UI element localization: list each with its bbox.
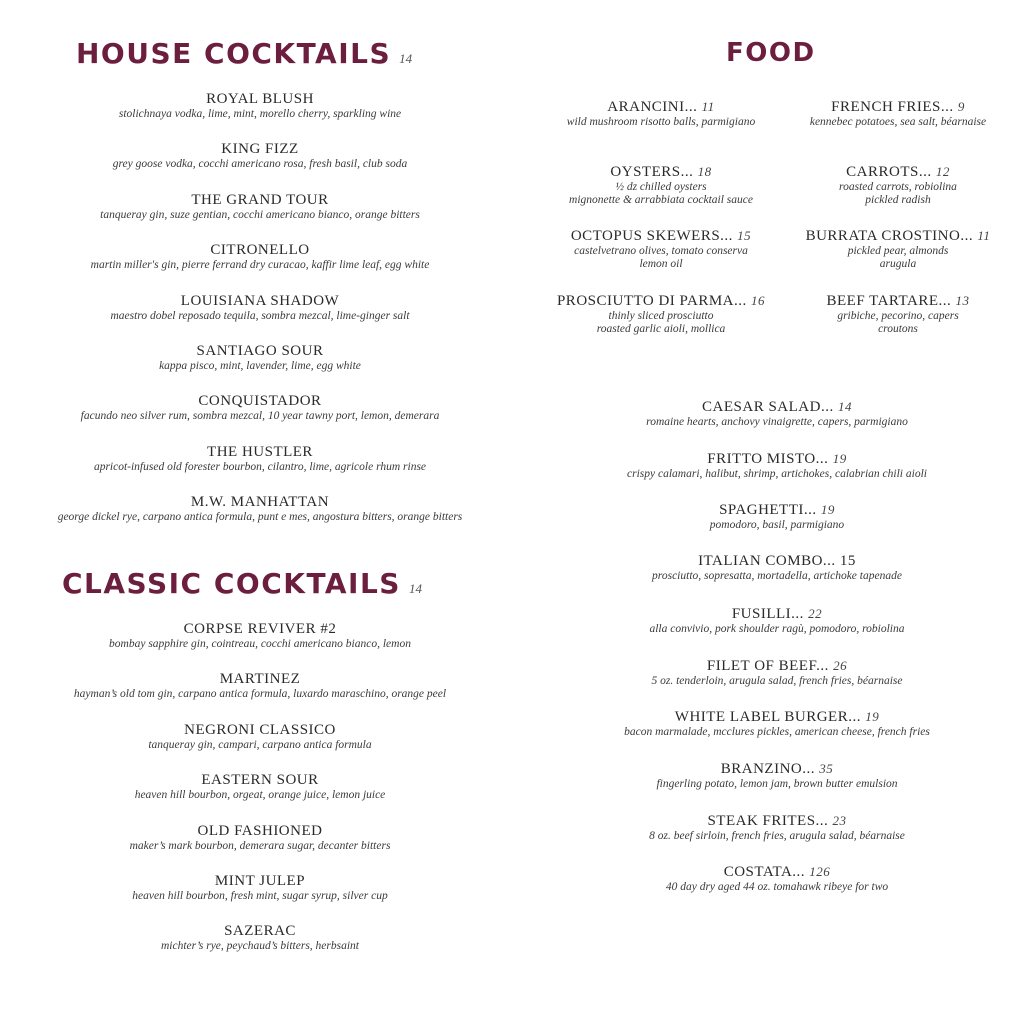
dish-price: 9 [957,99,965,114]
cocktail-description: tanqueray gin, suze gentian, cocchi americano bianco, orange bitters [100,208,420,221]
cocktail-name: OLD FASHIONED [197,822,323,839]
cocktail-description: heaven hill bourbon, fresh mint, sugar syrup, silver cup [132,890,388,902]
classic-cocktails-title: CLASSIC COCKTAILS [62,567,401,600]
cocktail-description: heaven hill bourbon, orgeat, orange juice, lemon juice [134,789,386,802]
dish-description: thinly sliced prosciutto [608,309,714,322]
dish-name-text: FRITTO MISTO... [707,450,829,467]
cocktail-name: KING FIZZ [221,141,299,158]
house-cocktails-title: HOUSE COCKTAILS [76,37,392,70]
dish-price: 16 [751,292,766,308]
dish-price: 11 [977,228,991,243]
dish-price: 14 [837,399,852,414]
food-heading [726,40,816,66]
dish-price: 13 [955,292,970,308]
small-plate-item [778,163,1018,207]
main-dish-item [547,708,1007,739]
cocktail-item [20,293,500,323]
dish-name-text: CARROTS... [846,163,932,180]
cocktail-item [20,873,500,903]
cocktail-description: tanqueray gin, campari, carpano antica formula [148,738,372,751]
dish-description: castelvetrano olives, tomato conserva [574,245,748,257]
small-plate-item [541,292,781,336]
cocktail-item [20,923,500,953]
dish-name [778,227,1018,245]
cocktail-name: MINT JULEP [214,873,306,889]
dish-description: mignonette & arrabbiata cocktail sauce [569,193,753,206]
cocktail-name: ROYAL BLUSH [206,91,314,107]
dish-name-text: SPAGHETTI... [719,502,817,519]
dish-name [547,605,1007,623]
small-plate-item [541,163,781,207]
dish-name-text: ITALIAN COMBO... 15 [698,553,856,570]
dish-price: 19 [832,450,847,466]
small-plate-item [778,292,1018,336]
dish-name [547,863,1007,881]
dish-name [547,708,1007,726]
dish-description: wild mushroom risotto balls, parmigiano [566,116,756,128]
main-dish-item [547,553,1007,583]
cocktail-name: SAZERAC [224,923,296,940]
main-dish-item [547,501,1007,532]
dish-price: 19 [820,502,835,518]
main-dish-item [547,657,1007,688]
dish-description: kennebec potatoes, sea salt, béarnaise [809,116,987,128]
cocktail-item [20,494,500,524]
small-plate-item [778,98,1018,129]
dish-name-text: ARANCINI... [607,99,698,115]
cocktail-name: CITRONELLO [210,242,310,259]
dish-price: 12 [935,163,950,179]
dish-description: gribiche, pecorino, capers [837,309,959,322]
small-plate-item [778,227,1018,271]
main-dish-item [547,760,1007,791]
cocktail-description: facundo neo silver rum, sombra mezcal, 10 year tawny port, lemon, demerara [80,410,440,423]
cocktail-description: michter’s rye, peychaud’s bitters, herbsaint [160,940,360,953]
cocktail-description: maker’s mark bourbon, demerara sugar, decanter bitters [129,839,391,852]
cocktail-name: SANTIAGO SOUR [196,343,324,359]
cocktail-description: maestro dobel reposado tequila, sombra mezcal, lime-ginger salt [110,309,410,322]
dish-name-text: OCTOPUS SKEWERS... [570,228,733,244]
cocktail-description: hayman’s old tom gin, carpano antica formula, luxardo maraschino, orange peel [73,688,447,701]
dish-name [541,98,781,116]
food-title: FOOD [726,38,816,68]
dish-description: pomodoro, basil, parmigiano [709,519,845,532]
cocktail-item [20,192,500,222]
dish-description: lemon oil [639,258,683,270]
dish-name-text: CAESAR SALAD... [702,399,834,415]
cocktail-name: CONQUISTADOR [198,393,322,410]
dish-price: 19 [865,709,880,725]
cocktail-description: apricot-infused old forester bourbon, cilantro, lime, agricole rhum rinse [93,460,427,473]
dish-name-text: BRANZINO... [720,760,815,777]
dish-price: 35 [819,760,834,776]
dish-name-text: FRENCH FRIES... [831,99,954,115]
cocktail-item [20,91,500,121]
cocktail-item [20,343,500,373]
dish-name [547,501,1007,519]
dish-description: roasted garlic aioli, mollica [596,322,726,335]
dish-description: pickled radish [865,193,931,206]
cocktail-name: NEGRONI CLASSICO [184,721,336,738]
dish-name [547,760,1007,778]
dish-price: 11 [701,99,715,114]
cocktail-name: THE GRAND TOUR [191,191,329,208]
dish-name-text: COSTATA... [723,864,806,881]
dish-description: 5 oz. tenderloin, arugula salad, french fries, béarnaise [651,674,903,687]
main-dish-item [547,398,1007,429]
dish-description: prosciutto, sopresatta, mortadella, artichoke tapenade [652,570,902,583]
dish-name-text: FUSILLI... [731,605,804,622]
dish-name [547,812,1007,830]
dish-name [778,98,1018,116]
dish-name-text: BEEF TARTARE... [826,292,952,309]
cocktail-item [20,722,500,752]
dish-description: alla convivio, pork shoulder ragù, pomodoro, robiolina [649,622,905,635]
dish-description: 40 day dry aged 44 oz. tomahawk ribeye for two [665,881,889,894]
cocktail-item [20,621,500,651]
cocktail-item [20,671,500,701]
cocktail-item [20,141,500,171]
cocktail-name: MARTINEZ [219,671,301,688]
dish-description: roasted carrots, robiolina [839,180,957,193]
cocktail-item [20,823,500,853]
dish-name-text: FILET OF BEEF... [706,657,829,674]
dish-name-text: STEAK FRITES... [707,812,829,829]
main-dish-item [547,605,1007,636]
dish-price: 22 [808,605,823,621]
dish-price: 23 [832,812,847,828]
small-plate-item [541,98,781,129]
dish-name [778,292,1018,310]
cocktail-description: bombay sapphire gin, cointreau, cocchi americano bianco, lemon [109,638,411,650]
cocktail-item [20,444,500,474]
house-cocktails-price: 14 [399,51,413,66]
dish-description: pickled pear, almonds [847,245,949,257]
cocktail-description: george dickel rye, carpano antica formula, punt e mes, angostura bitters, orange bitters [57,511,463,524]
cocktail-item [20,772,500,802]
cocktail-name: M.W. MANHATTAN [190,494,330,511]
dish-description: fingerling potato, lemon jam, brown butter emulsion [656,777,898,790]
cocktail-description: kappa pisco, mint, lavender, lime, egg white [159,360,361,372]
dish-description: croutons [878,322,918,335]
dish-description: arugula [879,258,917,270]
dish-name [547,553,1007,570]
classic-cocktails-price: 14 [408,581,422,596]
dish-name [541,292,781,310]
cocktail-name: CORPSE REVIVER #2 [183,621,337,637]
main-dish-item [547,863,1007,894]
main-dish-item [547,450,1007,481]
cocktail-item [20,393,500,423]
dish-name [541,163,781,181]
cocktail-name: EASTERN SOUR [201,772,319,789]
cocktail-description: stolichnaya vodka, lime, mint, morello cherry, sparkling wine [118,108,402,120]
dish-name-text: WHITE LABEL BURGER... [674,709,861,726]
dish-description: 8 oz. beef sirloin, french fries, arugula salad, béarnaise [649,829,905,842]
cocktail-description: grey goose vodka, cocchi americano rosa, fresh basil, club soda [112,158,408,171]
dish-name-text: OYSTERS... [610,163,694,180]
dish-description: crispy calamari, halibut, shrimp, artichokes, calabrian chili aioli [627,467,927,480]
dish-name [778,163,1018,181]
dish-price: 26 [833,657,848,673]
house-cocktails-heading [76,37,413,70]
main-dish-item [547,812,1007,843]
dish-name-text: PROSCIUTTO DI PARMA... [556,292,747,309]
dish-name [547,450,1007,468]
dish-description: romaine hearts, anchovy vinaigrette, capers, parmigiano [646,416,908,428]
cocktail-name: LOUISIANA SHADOW [180,292,340,309]
dish-name [547,657,1007,675]
dish-price: 18 [697,163,712,179]
dish-description: ½ dz chilled oysters [615,180,707,193]
cocktail-description: martin miller's gin, pierre ferrand dry curacao, kaffir lime leaf, egg white [90,259,430,272]
dish-price: 15 [737,228,752,243]
dish-name [541,227,781,245]
dish-description: bacon marmalade, mcclures pickles, american cheese, french fries [624,726,930,739]
dish-name-text: BURRATA CROSTINO... [805,228,974,244]
dish-price: 126 [809,864,831,880]
cocktail-item [20,242,500,272]
dish-name [547,398,1007,416]
cocktail-name: THE HUSTLER [207,443,313,460]
small-plate-item [541,227,781,271]
classic-cocktails-heading [62,567,422,600]
